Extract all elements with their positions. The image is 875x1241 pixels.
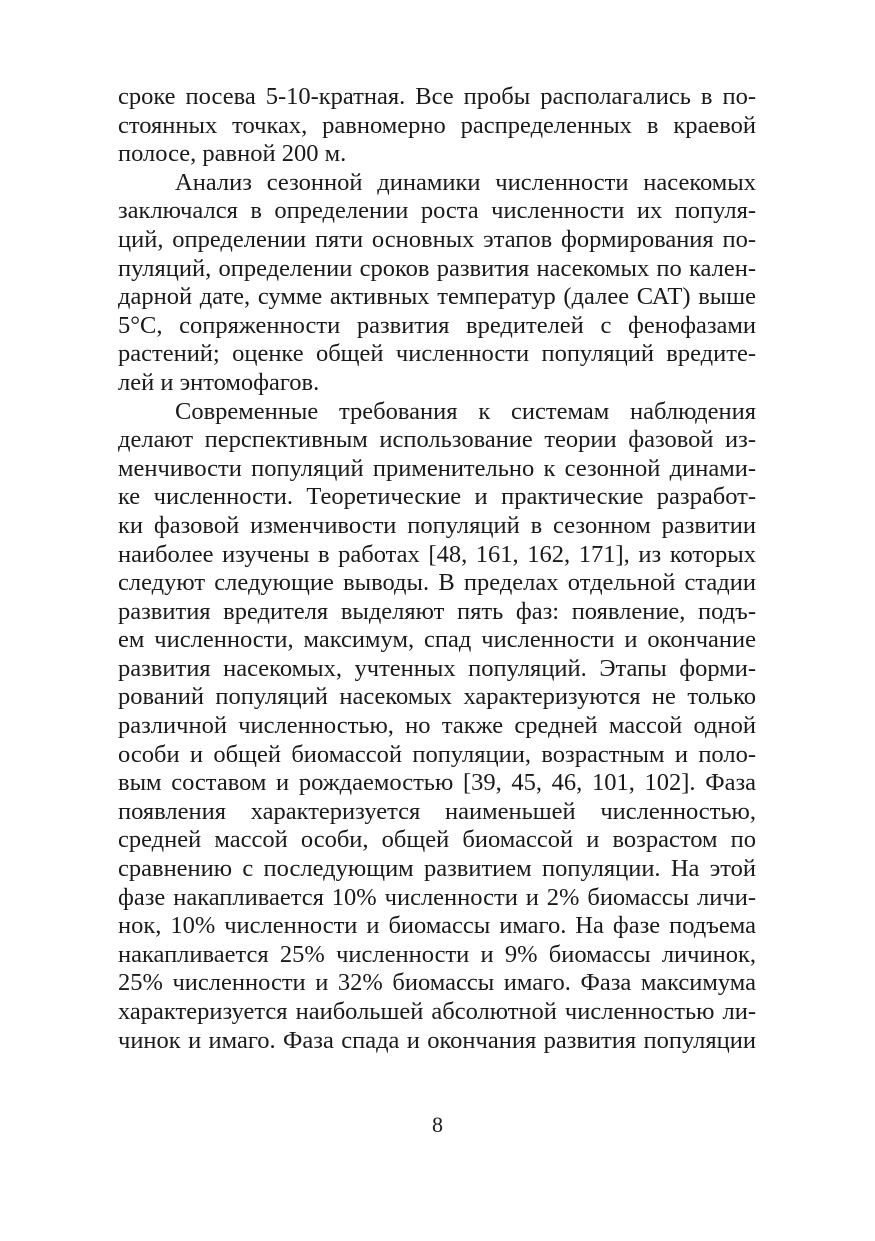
- text-line: растений; оценке общей численности популяций вредите-: [118, 340, 756, 368]
- text-line: фазе накапливается 10% численности и 2% биомассы личи-: [118, 883, 756, 911]
- text-line: различной численностью, но также средней массой одной: [118, 712, 756, 740]
- text-line: заключался в определении роста численности их популя-: [118, 197, 756, 225]
- text-line: вым составом и рождаемостью [39, 45, 46, 101, 102]. Фаза: [118, 769, 756, 797]
- text-line: делают перспективным использование теории фазовой из-: [118, 426, 756, 454]
- text-line: ки фазовой изменчивости популяций в сезонном развитии: [118, 511, 756, 539]
- text-line: развития вредителя выделяют пять фаз: появление, подъ-: [118, 597, 756, 625]
- text-line: ций, определении пяти основных этапов формирования по-: [118, 225, 756, 253]
- text-line: полосе, равной 200 м.: [118, 140, 347, 168]
- text-line: развития насекомых, учтенных популяций. Этапы форми-: [118, 654, 756, 682]
- text-line: чинок и имаго. Фаза спада и окончания развития популяции: [118, 1026, 756, 1054]
- text-line: ем численности, максимум, спад численности и окончание: [118, 626, 756, 654]
- text-line: сроке посева 5-10-кратная. Все пробы располагались в по-: [118, 83, 756, 110]
- text-line: средней массой особи, общей биомассой и возрастом по: [118, 826, 756, 854]
- text-line: нок, 10% численности и биомассы имаго. На фазе подъема: [118, 912, 756, 940]
- paragraph-1: [118, 83, 756, 169]
- text-line: особи и общей биомассой популяции, возрастным и поло-: [118, 740, 756, 768]
- page-number: 8: [432, 1112, 443, 1137]
- paragraph-3: [118, 398, 756, 1056]
- page-body: [118, 83, 756, 1055]
- text-line: появления характеризуется наименьшей численностью,: [118, 797, 756, 825]
- text-line: накапливается 25% численности и 9% биомассы личинок,: [118, 940, 756, 968]
- text-line: менчивости популяций применительно к сезонной динами-: [118, 454, 756, 482]
- text-line: дарной дате, сумме активных температур (далее САТ) выше: [118, 283, 756, 311]
- text-line: наиболее изучены в работах [48, 161, 162, 171], из которых: [118, 540, 756, 568]
- text-line: 5°С, сопряженности развития вредителей с фенофазами: [118, 311, 756, 339]
- text-line: лей и энтомофагов.: [118, 368, 320, 396]
- text-line: рований популяций насекомых характеризуются не только: [118, 683, 756, 711]
- paragraph-2: [118, 169, 756, 398]
- text-line: Современные требования к системам наблюдения: [175, 397, 756, 425]
- text-line: ке численности. Теоретические и практические разработ-: [118, 483, 756, 511]
- text-line: 25% численности и 32% биомассы имаго. Фаза максимума: [118, 969, 756, 997]
- text-line: характеризуется наибольшей абсолютной численностью ли-: [118, 998, 756, 1025]
- text-line: стоянных точках, равномерно распределенных в краевой: [118, 111, 756, 139]
- text-line: Анализ сезонной динамики численности насекомых: [175, 168, 756, 196]
- text-line: сравнению с последующим развитием популяции. На этой: [118, 855, 756, 883]
- text-line: пуляций, определении сроков развития насекомых по кален-: [118, 254, 756, 282]
- text-line: следуют следующие выводы. В пределах отдельной стадии: [118, 569, 756, 597]
